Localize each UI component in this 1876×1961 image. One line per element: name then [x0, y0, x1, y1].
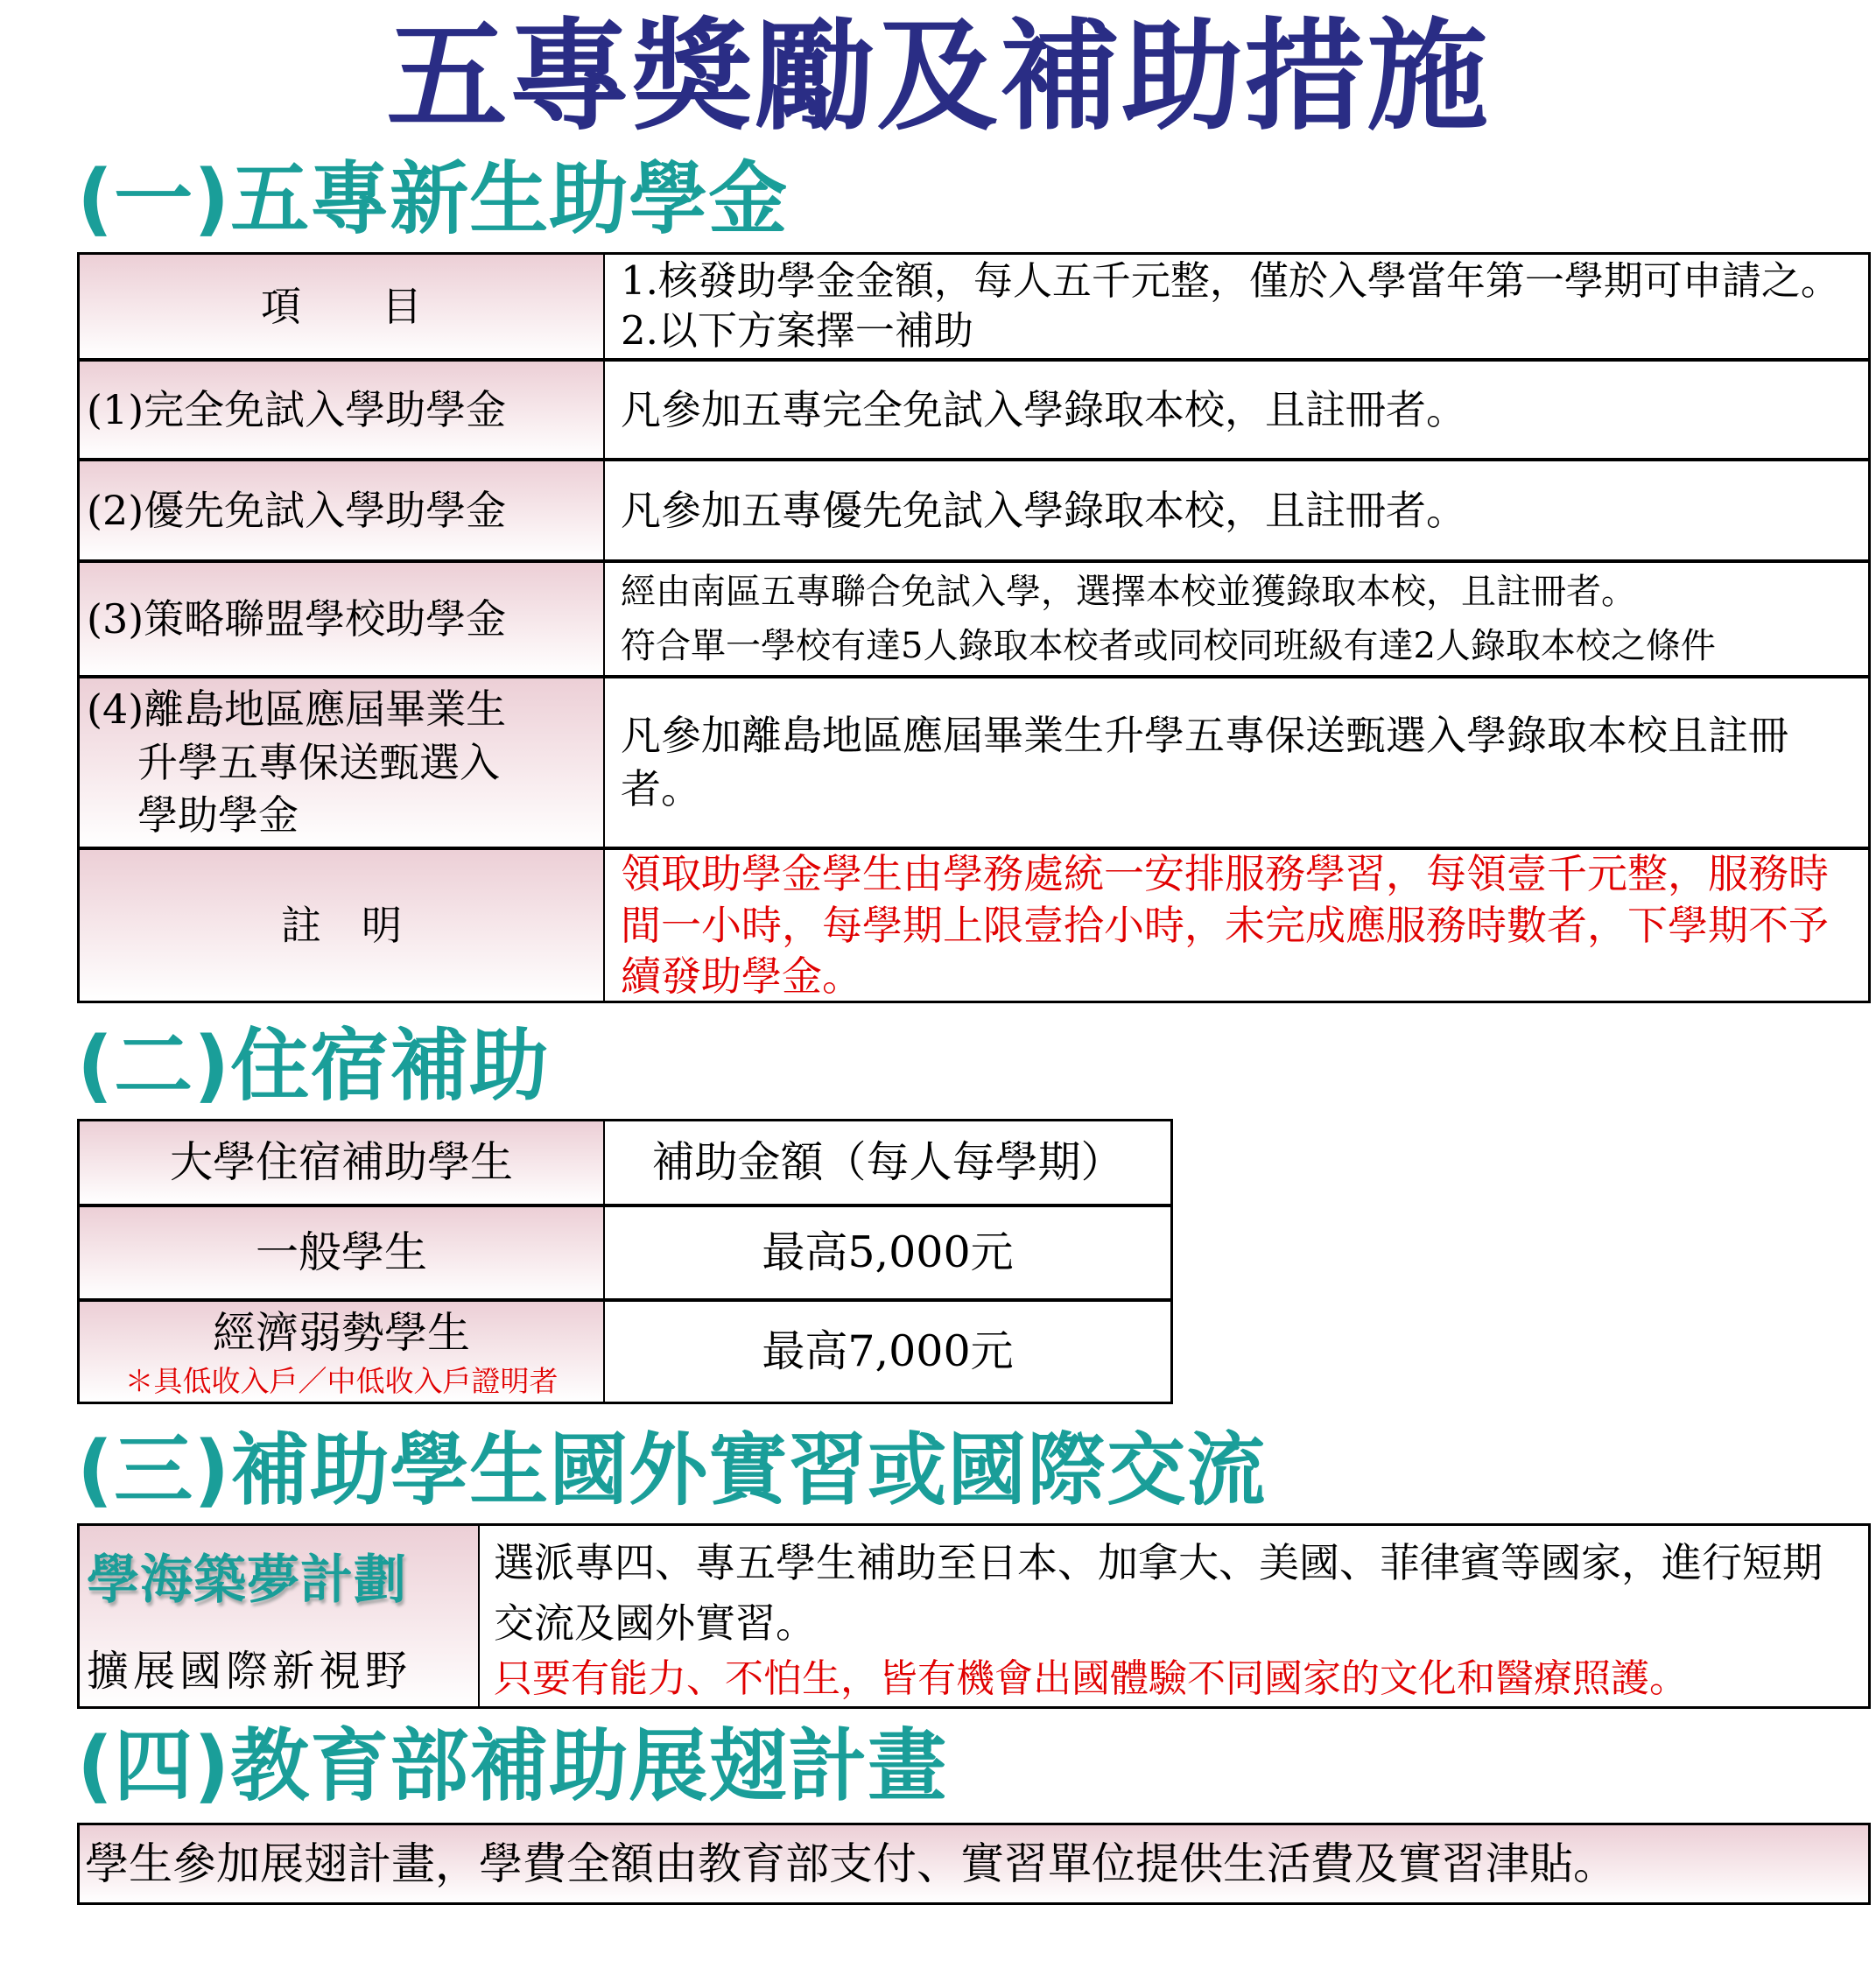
cell-text: 補助金額（每人每學期） — [651, 1136, 1124, 1187]
remarks-text: 領取助學金學生由學務處統一安排服務學習，每領壹千元整，服務時間一小時，每學期上限壹拾小時，未完成應服務時數者，下學期不予續發助學金。 — [621, 849, 1829, 1001]
row-content-cell — [605, 362, 1868, 458]
table-row-priority-exemption — [80, 458, 1868, 559]
section-4-heading: (四)教育部補助展翅計畫 — [77, 1720, 948, 1812]
program-title: 學海築夢計劃 — [87, 1550, 407, 1611]
section-3-heading: (三)補助學生國外實習或國際交流 — [77, 1424, 1267, 1516]
program-highlight: 只要有能力、不怕生，皆有機會出國體驗不同國家的文化和醫療照護。 — [494, 1656, 1688, 1701]
overseas-program-table — [77, 1523, 1871, 1709]
row-label-cell — [80, 563, 605, 675]
wings-plan-table — [77, 1823, 1871, 1905]
row-content-cell — [605, 678, 1868, 847]
row-label-cell — [80, 678, 605, 847]
cell-line: 升學五專保送甄選入 — [137, 738, 500, 786]
wings-plan-text: 學生參加展翅計畫，學費全額由教育部支付、實習單位提供生活費及實習津貼。 — [85, 1838, 1617, 1889]
row-label-cell — [80, 1526, 480, 1706]
row-content-cell — [605, 1207, 1170, 1298]
eligibility-note: ＊具低收入戶／中低收入戶證明者 — [124, 1364, 559, 1399]
new-student-scholarship-table — [77, 252, 1871, 1003]
table-row-full-exemption — [80, 358, 1868, 458]
table-row-disadvantaged-student — [80, 1298, 1170, 1402]
row-content-cell — [605, 461, 1868, 559]
cell-text: 註 明 — [281, 901, 402, 949]
cell-text: 項 目 — [261, 282, 422, 330]
section-2-heading: (二)住宿補助 — [77, 1020, 550, 1112]
table-row-header — [80, 255, 1868, 358]
table-row-header — [80, 1121, 1170, 1204]
program-description: 選派專四、專五學生補助至日本、加拿大、美國、菲律賓等國家，進行短期交流及國外實習。 — [494, 1539, 1823, 1647]
amount-text: 最高5,000元 — [762, 1227, 1014, 1277]
amount-text: 最高7,000元 — [762, 1325, 1014, 1376]
cell-text: 凡參加五專完全免試入學錄取本校，且註冊者。 — [621, 385, 1466, 433]
cell-line: 經由南區五專聯合免試入學，選擇本校並獲錄取本校，且註冊者。 — [621, 572, 1636, 612]
cell-text: 大學住宿補助學生 — [169, 1136, 513, 1187]
table-row-offshore-island — [80, 675, 1868, 847]
table-row-remarks — [80, 847, 1868, 1001]
row-label-cell — [80, 1302, 605, 1402]
table-row-general-student — [80, 1204, 1170, 1298]
cell-line: 2.以下方案擇一補助 — [621, 307, 973, 354]
row-content-cell — [605, 1121, 1170, 1204]
row-content-cell — [605, 1302, 1170, 1402]
row-content-cell — [605, 850, 1868, 1001]
page-title: 五專獎勵及補助措施 — [386, 6, 1490, 147]
cell-line: 學助學金 — [137, 791, 299, 840]
row-label-cell — [80, 1207, 605, 1298]
cell-text: 一般學生 — [255, 1227, 427, 1277]
cell-text: 凡參加五專優先免試入學錄取本校，且註冊者。 — [621, 486, 1466, 534]
row-label-cell — [80, 850, 605, 1001]
cell-text: 凡參加離島地區應屆畢業生升學五專保送甄選入學錄取本校且註冊者。 — [621, 712, 1788, 812]
row-content-cell — [605, 255, 1868, 358]
cell-text: (1)完全免試入學助學金 — [87, 385, 507, 433]
dorm-subsidy-table — [77, 1119, 1173, 1404]
section-1-heading: (一)五專新生助學金 — [77, 153, 789, 245]
cell-text: (3)策略聯盟學校助學金 — [87, 594, 507, 643]
row-label-cell — [80, 255, 605, 358]
table-row-alliance-school — [80, 559, 1868, 675]
row-label-cell — [80, 362, 605, 458]
cell-line: 符合單一學校有達5人錄取本校者或同校同班級有達2人錄取本校之條件 — [621, 626, 1716, 666]
cell-text: (2)優先免試入學助學金 — [87, 486, 507, 534]
cell-text: 經濟弱勢學生 — [212, 1307, 470, 1358]
table-row-program — [80, 1526, 1868, 1706]
row-label-cell — [80, 461, 605, 559]
program-subtitle: 擴展國際新視野 — [87, 1647, 412, 1696]
row-content-cell — [605, 563, 1868, 675]
cell-line: (4)離島地區應屆畢業生 — [87, 685, 507, 733]
row-content-cell — [480, 1526, 1868, 1706]
cell-line: 1.核發助學金金額，每人五千元整，僅於入學當年第一學期可申請之。 — [621, 257, 1840, 305]
row-label-cell — [80, 1121, 605, 1204]
